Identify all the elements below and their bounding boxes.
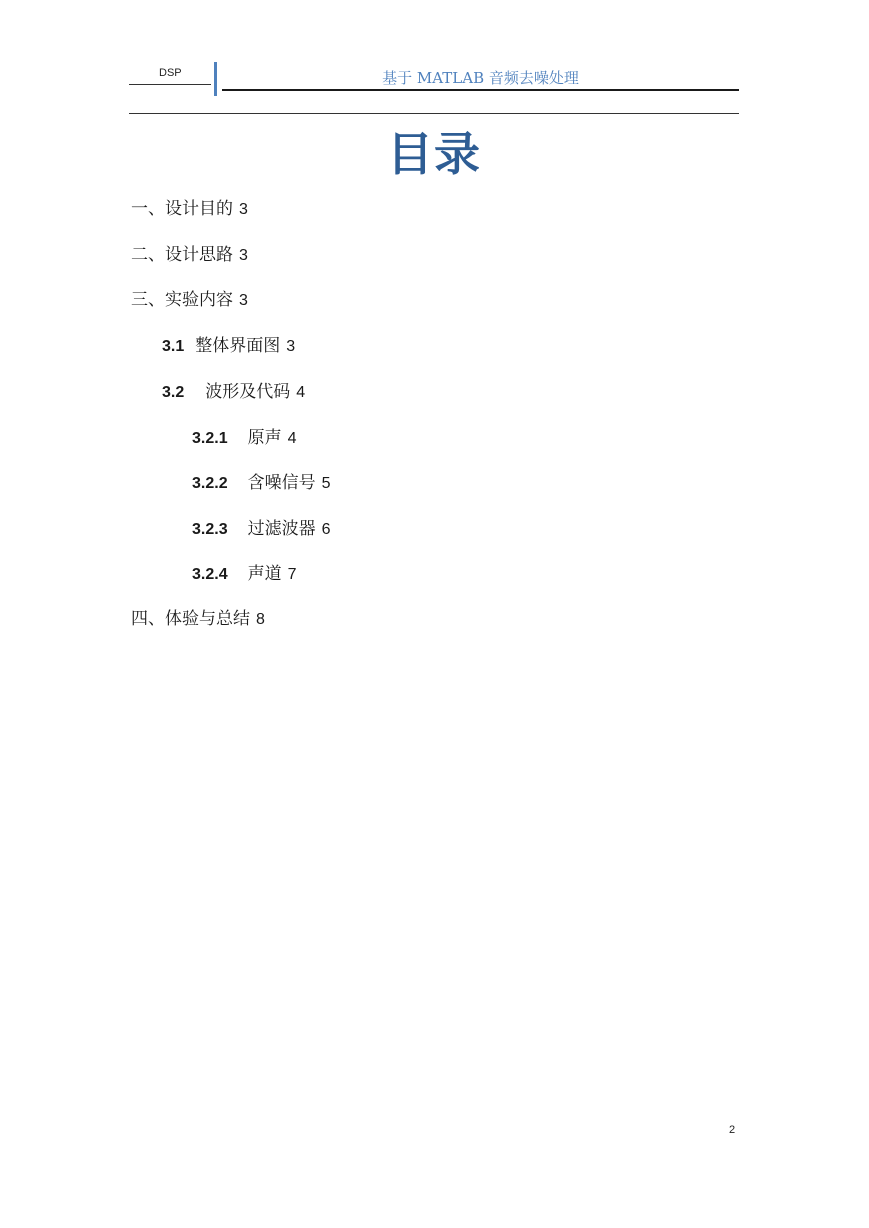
toc-entry-number: 3.2.3: [192, 521, 228, 538]
toc-entry-text: 三、实验内容: [131, 290, 233, 310]
toc-entry-page: 3: [239, 292, 248, 309]
toc-title: 目录: [387, 127, 481, 181]
toc-entry-text: 一、设计目的: [131, 199, 233, 219]
toc-entry-page: 3: [239, 247, 248, 264]
toc-entry-page: 4: [287, 430, 297, 447]
header-accent-bar: [214, 62, 217, 96]
toc-entry-page: 8: [256, 611, 265, 628]
toc-entry-text: 四、体验与总结: [131, 609, 250, 629]
toc-entry-page: 4: [296, 384, 306, 401]
toc-entry-page: 7: [287, 566, 297, 583]
toc-entry-number: 3.2.4: [192, 566, 228, 583]
toc-entry-text: 波形及代码: [205, 382, 291, 402]
toc-entry-text: 过滤波器: [247, 519, 316, 539]
header-left-label: DSP: [159, 67, 182, 79]
toc-entry-number: 3.2.1: [192, 430, 228, 447]
header-left-rule: [129, 84, 211, 85]
toc-entry-page: 5: [321, 475, 331, 492]
toc-entry-text: 原声: [247, 428, 282, 448]
toc-entry-number: 3.1: [162, 338, 185, 355]
header-thick-rule: [222, 89, 739, 91]
toc-entry-text: 含噪信号: [247, 473, 316, 493]
toc-entry-page: 3: [286, 338, 296, 355]
toc-entry-text: 声道: [247, 564, 282, 584]
toc-entry-text: 整体界面图: [195, 336, 281, 356]
toc-entry-number: 3.2.2: [192, 475, 228, 492]
header-title: 基于 MATLAB 音频去噪处理: [382, 69, 579, 87]
toc-entry-page: 6: [321, 521, 331, 538]
toc-entry-page: 3: [239, 201, 248, 218]
page-number: 2: [729, 1124, 736, 1136]
toc-entry-text: 二、设计思路: [131, 245, 233, 265]
header-thin-rule: [129, 113, 739, 114]
toc-entry-number: 3.2: [162, 384, 185, 401]
